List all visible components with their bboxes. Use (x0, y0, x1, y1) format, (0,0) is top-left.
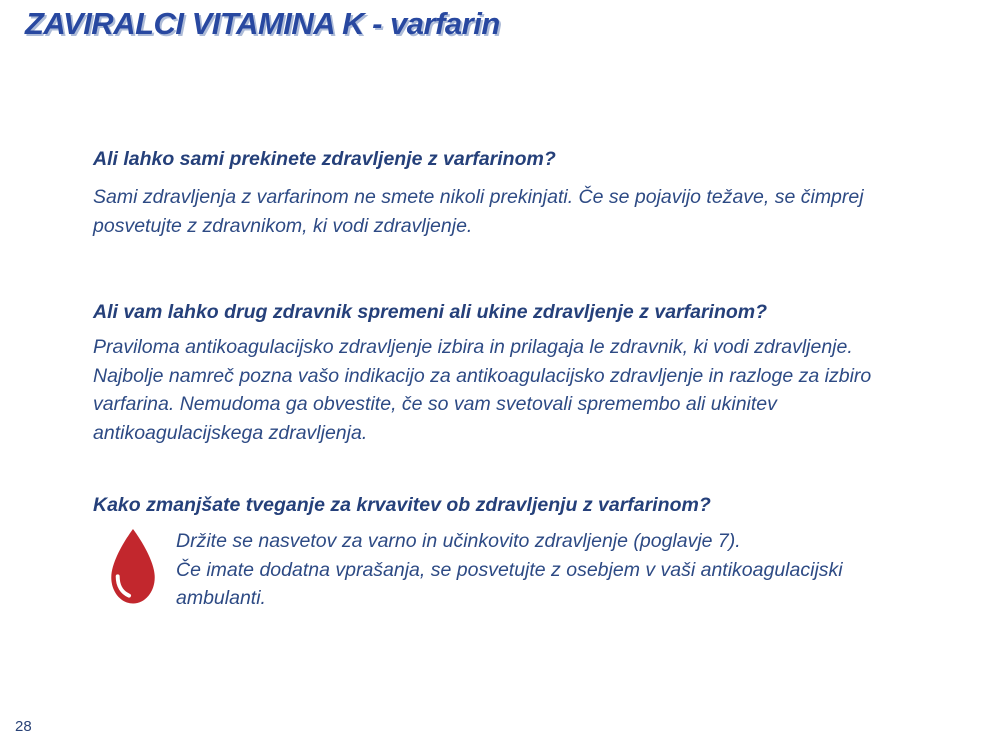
answer-2-line-3: varfarina. Nemudoma ga obvestite, če so vam svetovali spremembo ali ukinitev (93, 393, 777, 415)
slide-title: ZAVIRALCI VITAMINA K - varfarin (25, 6, 500, 41)
answer-2-line-4: antikoagulacijskega zdravljenja. (93, 421, 368, 444)
question-2: Ali vam lahko drug zdravnik spremeni ali ukine zdravljenje z varfarinom? (93, 301, 768, 323)
question-1: Ali lahko sami prekinete zdravljenje z varfarinom? (93, 148, 556, 170)
answer-3-line-3: ambulanti. (176, 587, 266, 609)
answer-1-line-2: posvetujte z zdravnikom, ki vodi zdravljenje. (93, 215, 473, 237)
answer-1-line-1: Sami zdravljenja z varfarinom ne smete nikoli prekinjati. Če se pojavijo težave, se čimprej (93, 186, 864, 208)
answer-1 (93, 183, 864, 241)
answer-3-line-1: Držite se nasvetov za varno in učinkovito zdravljenje (poglavje 7). (176, 530, 741, 552)
answer-2-line-2: Najbolje namreč pozna vašo indikacijo za antikoagulacijsko zdravljenje in razloge za izbiro (93, 364, 872, 387)
answer-2 (93, 333, 871, 447)
answer-2-line-1: Praviloma antikoagulacijsko zdravljenje izbira in prilagaja le zdravnik, ki vodi zdravljenje. (93, 336, 853, 358)
question-3: Kako zmanjšate tveganje za krvavitev ob zdravljenju z varfarinom? (93, 494, 711, 516)
answer-3 (176, 527, 843, 613)
answer-3-line-2: Če imate dodatna vprašanja, se posvetujte z osebjem v vaši antikoagulacijski (176, 558, 843, 581)
blood-drop-icon (103, 527, 163, 606)
page-number: 28 (15, 718, 32, 735)
